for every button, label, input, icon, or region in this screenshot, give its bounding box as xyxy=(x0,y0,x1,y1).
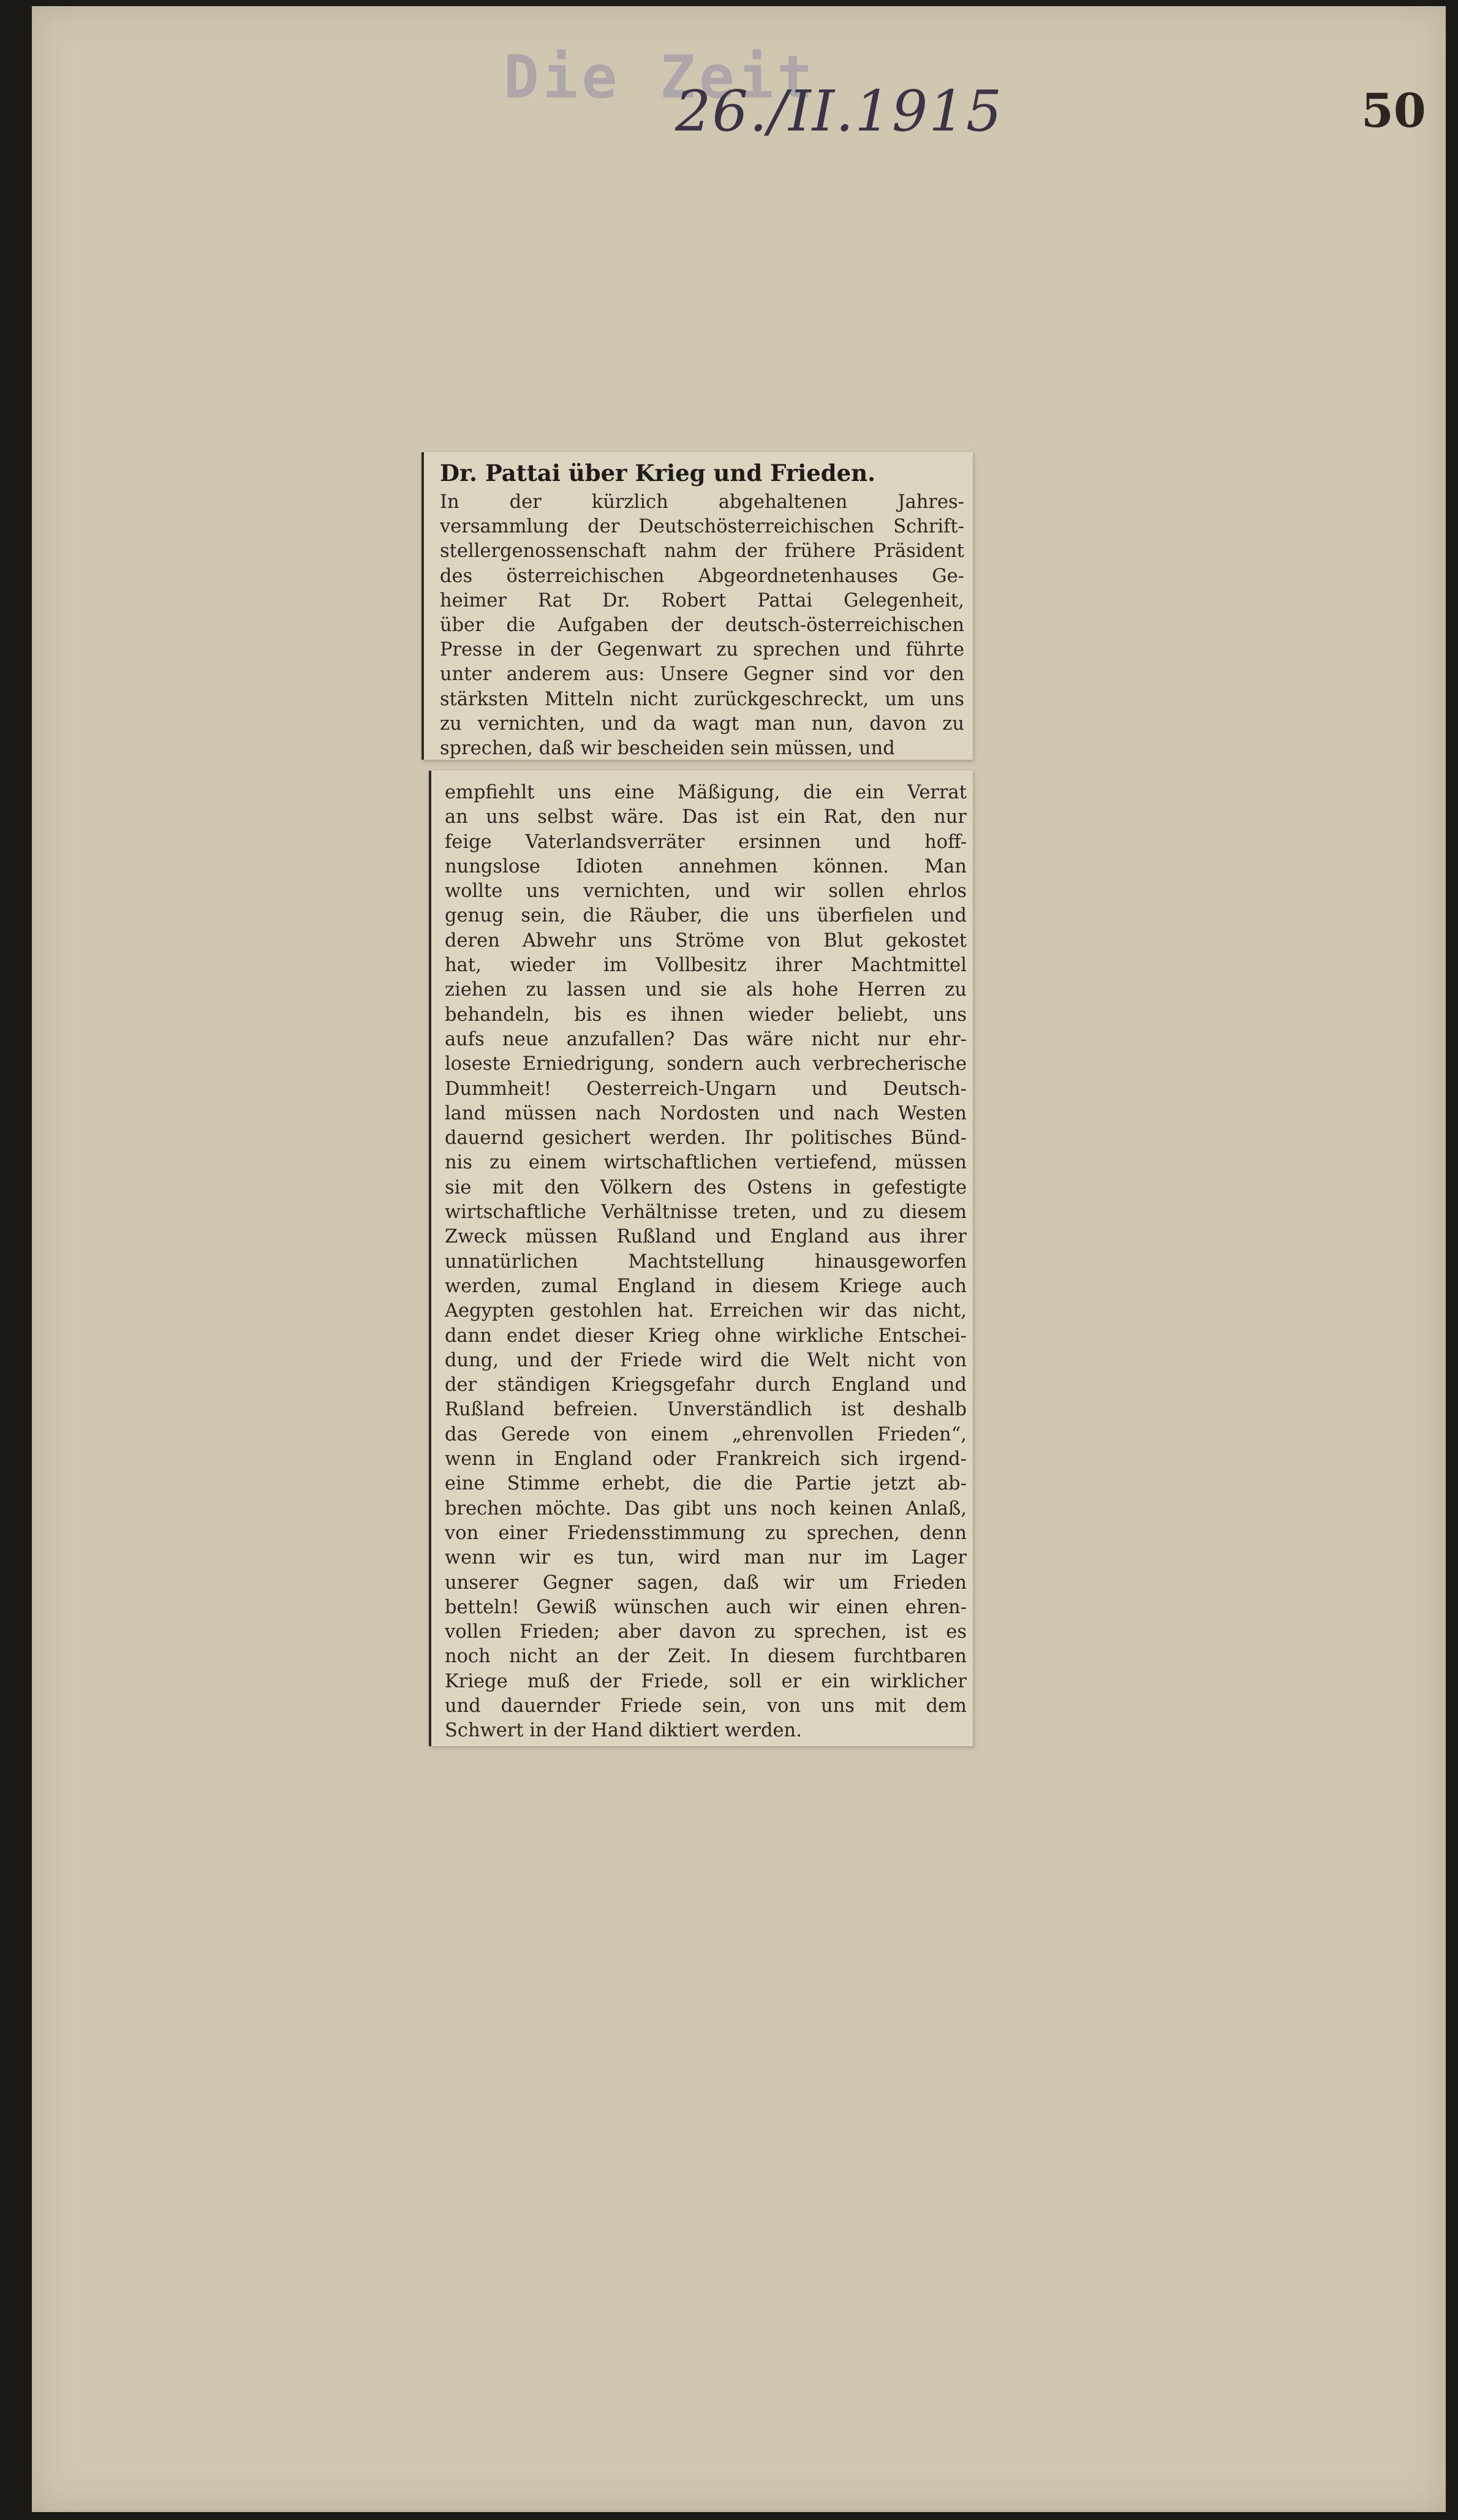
article-line: Dummheit! Oesterreich-Ungarn und Deutsch- xyxy=(445,1078,967,1100)
article-line: ziehen zu lassen und sie als hohe Herren zu xyxy=(445,979,967,1001)
clipping-part-2 xyxy=(429,771,973,1746)
article-line: dauernd gesichert werden. Ihr politisches Bünd- xyxy=(445,1127,967,1149)
article-line: deren Abwehr uns Ströme von Blut gekostet xyxy=(445,929,967,952)
article-line: feige Vaterlandsverräter ersinnen und hoff- xyxy=(445,831,967,853)
article-line: Zweck müssen Rußland und England aus ihrer xyxy=(445,1226,967,1248)
article-line: sprechen, daß wir bescheiden sein müssen, und xyxy=(440,738,895,760)
article-line: wirtschaftliche Verhältnisse treten, und zu diesem xyxy=(445,1201,967,1224)
article-column-2 xyxy=(445,781,967,1744)
article-line: stellergenossenschaft nahm der frühere Präsident xyxy=(440,540,964,562)
article-line: Kriege muß der Friede, soll er ein wirklicher xyxy=(445,1670,967,1692)
article-line: Aegypten gestohlen hat. Erreichen wir das nicht, xyxy=(445,1300,967,1322)
page-number: 50 xyxy=(1361,83,1426,138)
article-line: wenn in England oder Frankreich sich irgend- xyxy=(445,1448,967,1470)
article-line: das Gerede von einem „ehrenvollen Frieden“, xyxy=(445,1423,967,1445)
article-line: von einer Friedensstimmung zu sprechen, denn xyxy=(445,1522,967,1544)
article-line: über die Aufgaben der deutsch-österreichischen xyxy=(440,615,964,637)
article-title: Dr. Pattai über Krieg und Frieden. xyxy=(440,460,875,486)
article-line: wenn wir es tun, wird man nur im Lager xyxy=(445,1547,967,1569)
article-line: stärksten Mitteln nicht zurückgeschreckt, um uns xyxy=(440,688,964,710)
article-line: nis zu einem wirtschaftlichen vertiefend, müssen xyxy=(445,1152,967,1174)
article-line: und dauernder Friede sein, von uns mit dem xyxy=(445,1695,967,1717)
article-line: Rußland befreien. Unverständlich ist deshalb xyxy=(445,1399,967,1421)
article-line: aufs neue anzufallen? Das wäre nicht nur ehr- xyxy=(445,1028,967,1050)
article-line: empfiehlt uns eine Mäßigung, die ein Verrat xyxy=(445,782,967,803)
article-line: nungslose Idioten annehmen können. Man xyxy=(445,855,967,877)
handwritten-date: 26./II.1915 xyxy=(675,78,1003,144)
article-line: unserer Gegner sagen, daß wir um Frieden xyxy=(445,1572,967,1594)
article-line: loseste Erniedrigung, sondern auch verbrecherische xyxy=(445,1053,967,1075)
article-line: unnatürlichen Machtstellung hinausgeworfen xyxy=(445,1251,967,1273)
article-line: In der kürzlich abgehaltenen Jahres- xyxy=(440,491,964,513)
clipping-text-1 xyxy=(440,460,964,761)
article-line: Presse in der Gegenwart zu sprechen und führte xyxy=(440,639,964,661)
article-line: an uns selbst wäre. Das ist ein Rat, den nur xyxy=(445,806,967,828)
article-line: behandeln, bis es ihnen wieder beliebt, uns xyxy=(445,1004,967,1026)
article-line: vollen Frieden; aber davon zu sprechen, ist es xyxy=(445,1621,967,1643)
article-line: versammlung der Deutschösterreichischen Schrift- xyxy=(440,516,964,538)
clipping-edge xyxy=(429,771,431,1746)
article-line: dung, und der Friede wird die Welt nicht von xyxy=(445,1349,967,1371)
article-line: hat, wieder im Vollbesitz ihrer Machtmittel xyxy=(445,955,967,977)
clipping-part-1 xyxy=(421,452,973,760)
newspaper-stamp: Die Zeit xyxy=(504,43,817,112)
article-line: zu vernichten, und da wagt man nun, davon zu xyxy=(440,713,964,735)
article-line: unter anderem aus: Unsere Gegner sind vor den xyxy=(440,664,964,686)
article-column-1 xyxy=(440,490,964,761)
article-line: werden, zumal England in diesem Kriege auch xyxy=(445,1275,967,1297)
article-line: Schwert in der Hand diktiert werden. xyxy=(445,1720,802,1742)
clipping-text-2 xyxy=(445,781,967,1744)
article-line: genug sein, die Räuber, die uns überfielen und xyxy=(445,905,967,927)
article-line: der ständigen Kriegsgefahr durch England und xyxy=(445,1374,967,1396)
article-line: brechen möchte. Das gibt uns noch keinen Anlaß, xyxy=(445,1497,967,1519)
article-line: betteln! Gewiß wünschen auch wir einen ehren- xyxy=(445,1596,967,1618)
article-line: heimer Rat Dr. Robert Pattai Gelegenheit, xyxy=(440,589,964,611)
clipping-edge xyxy=(421,452,424,760)
article-line: noch nicht an der Zeit. In diesem furchtbaren xyxy=(445,1646,967,1668)
article-line: sie mit den Völkern des Ostens in gefestigte xyxy=(445,1176,967,1198)
article-line: wollte uns vernichten, und wir sollen ehrlos xyxy=(445,880,967,902)
article-line: land müssen nach Nordosten und nach Westen xyxy=(445,1102,967,1124)
article-line: eine Stimme erhebt, die die Partie jetzt ab- xyxy=(445,1473,967,1495)
article-line: dann endet dieser Krieg ohne wirkliche Entschei- xyxy=(445,1325,967,1347)
article-line: des österreichischen Abgeordnetenhauses Ge- xyxy=(440,565,964,587)
